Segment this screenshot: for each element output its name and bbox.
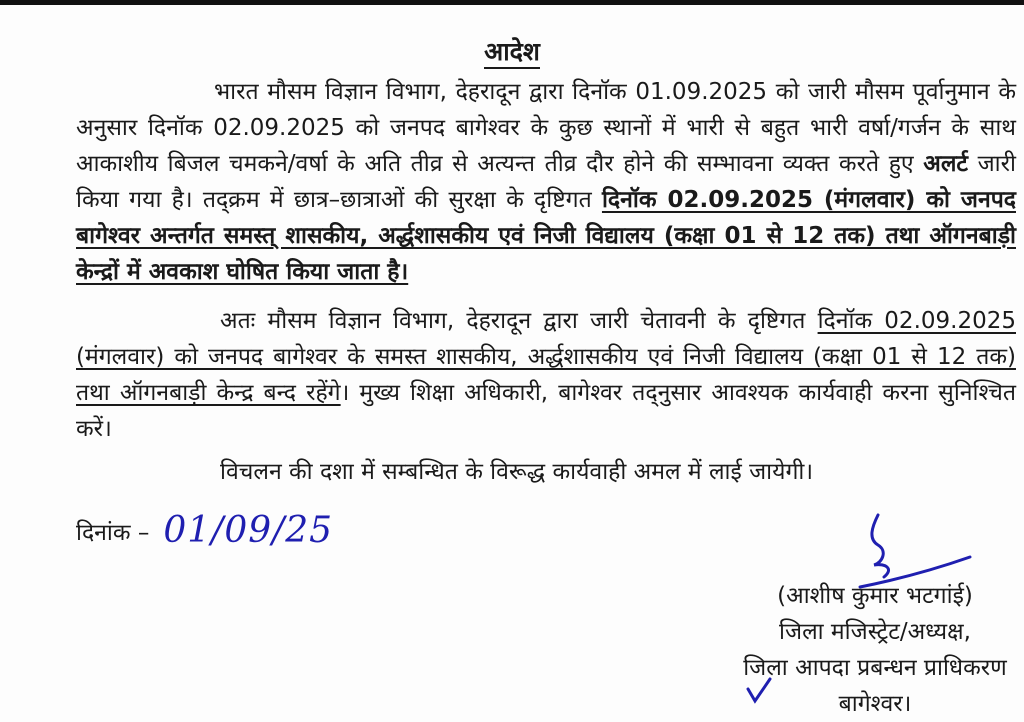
- signatory-designation: जिला मजिस्ट्रेट/अध्यक्ष,: [779, 619, 971, 645]
- document-title: [0, 34, 1024, 68]
- paragraph-2: [76, 303, 1016, 447]
- holiday-declaration: दिनॉक 02.09.2025 (मंगलवार) को जनपद बागेश्वर अन्तर्गत समस्त् शासकीय, अर्द्धशासकीय एवं निजी विद्यालय (कक्षा 01 से 12 तक) तथा ऑगनबाड़ी केन्द्रों में अवकाश घोषित किया जाता है।: [76, 187, 1016, 285]
- handwritten-date: 01/09/25: [163, 510, 334, 551]
- paragraph-3: विचलन की दशा में सम्बन्धित के विरूद्ध कार्यवाही अमल में लाई जायेगी।: [220, 459, 814, 485]
- alert-word: अलर्ट: [923, 151, 969, 177]
- date-label: दिनांक –: [76, 519, 150, 546]
- signatory-place: बागेश्वर।: [838, 691, 912, 717]
- checkmark-icon: [744, 675, 774, 705]
- para1-text: भारत मौसम विज्ञान विभाग, देहरादून द्वारा दिनॉक 01.09.2025 को जारी मौसम पूर्वानुमान के अनुसार दिनॉक 02.09.2025 को जनपद बागेश्वर के कुछ स्थानों में भारी से बहुत भारी वर्षा/गर्जन के साथ आकाशीय बिजल चमकने/वर्षा के अति तीव्र से अत्यन्त तीव्र दौर होने की सम्भावना व्यक्त करते हुए: [76, 79, 1016, 177]
- title-text: आदेश: [484, 37, 540, 69]
- paragraph-1: [76, 74, 1016, 290]
- para2-tail: । मुख्य शिक्षा अधिकारी, बागेश्वर तद्नुसार आवश्यक कार्यवाही करना सुनिश्चित करें।: [76, 380, 1016, 442]
- date-row: [76, 510, 333, 551]
- para1-mid: जारी किया गया है। तद्क्रम में छात्र–छात्राओं की सुरक्षा के दृष्टिगत: [76, 151, 1016, 213]
- para2-lead: अतः मौसम विज्ञान विभाग, देहरादून द्वारा जारी चेतावनी के दृष्टिगत: [220, 308, 818, 334]
- closure-notice: दिनॉक 02.09.2025 (मंगलवार) को जनपद बागेश्वर के समस्त शासकीय, अर्द्धशासकीय एवं निजी विद्यालय (कक्षा 01 से 12 तक) तथा ऑगनबाड़ी केन्द्र बन्द रहेंगे: [76, 308, 1016, 406]
- signatory-authority: जिला आपदा प्रबन्धन प्राधिकरण: [743, 655, 1007, 681]
- signatory-name: (आशीष कुमार भटगांई): [777, 583, 973, 609]
